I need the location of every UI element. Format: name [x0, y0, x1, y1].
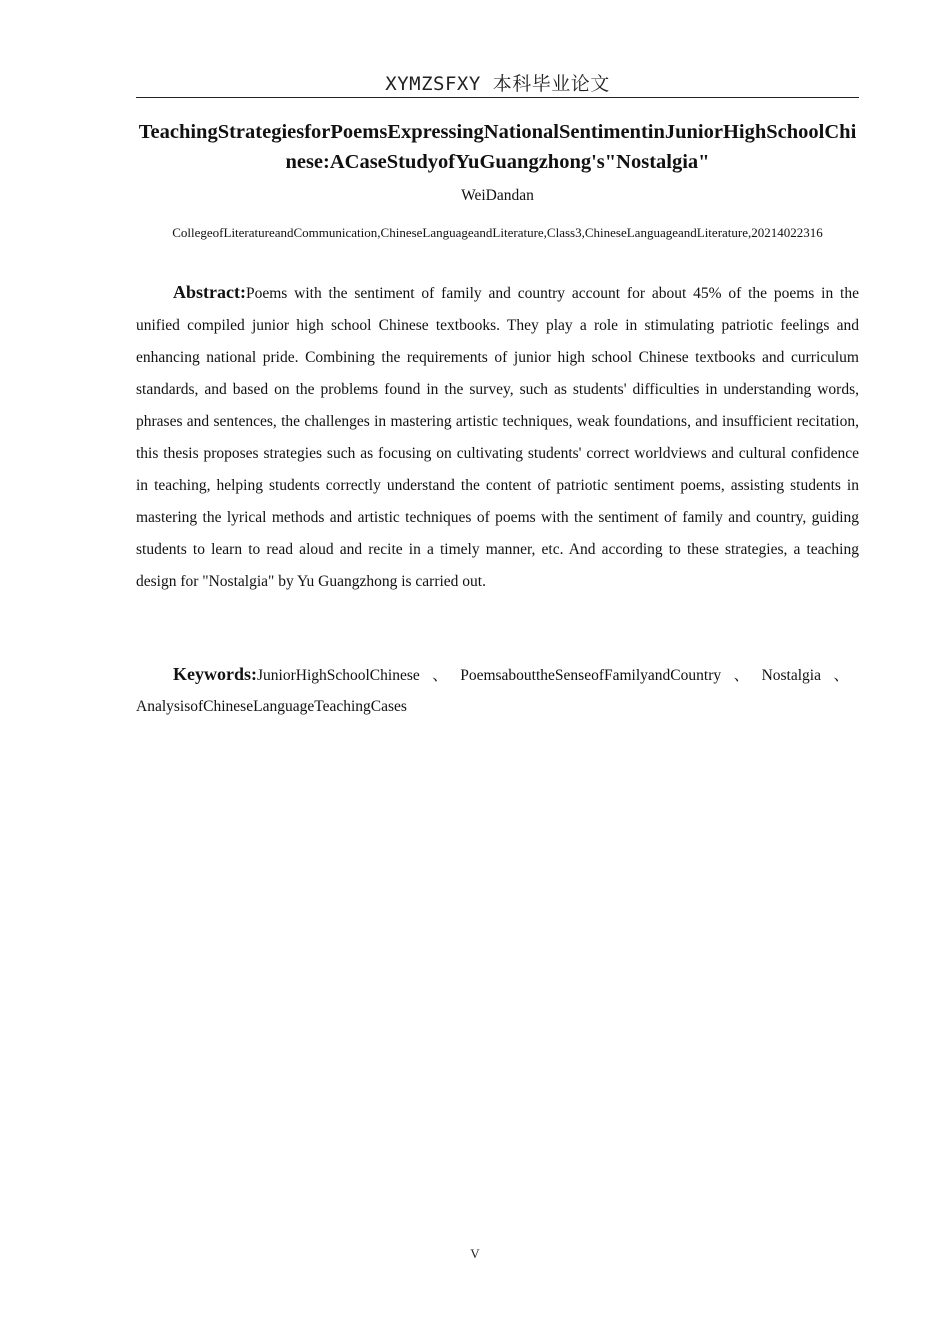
page-number: V	[470, 1246, 480, 1261]
header-text: XYMZSFXY 本科毕业论文	[385, 73, 610, 95]
abstract-label: Abstract:	[173, 282, 246, 302]
keyword: PoemsabouttheSenseofFamilyandCountry	[460, 667, 722, 684]
abstract-section	[136, 276, 859, 598]
keywords-section	[136, 659, 859, 722]
keywords-paragraph	[136, 659, 859, 722]
keyword-separator: 、	[830, 667, 849, 684]
keywords-label: Keywords:	[173, 664, 257, 684]
abstract-paragraph	[136, 276, 859, 598]
author-name: WeiDandan	[461, 187, 534, 204]
running-header	[136, 72, 859, 98]
abstract-text: Poems with the sentiment of family and country account for about 45% of the poems in the unified compiled junior high school Chinese textbooks. They play a role in stimulating patriotic feelings and enhancing national pride. Combining the requirements of junior high school Chinese textbooks and curriculum standards, and based on the problems found in the survey, such as students' difficulties in understanding words, phrases and sentences, the challenges in mastering artistic techniques, weak foundations, and insufficient recitation, this thesis proposes strategies such as focusing on cultivating students' correct worldviews and cultural confidence in teaching, helping students correctly understand the content of patriotic sentiment poems, assisting students in mastering the lyrical methods and artistic techniques of poems with the sentiment of family and country, guiding students to learn to read aloud and recite in a timely manner, etc. And according to these strategies, a teaching design for "Nostalgia" by Yu Guangzhong is carried out.	[136, 285, 859, 590]
keyword: Nostalgia	[761, 667, 821, 684]
keyword-separator: 、	[731, 667, 752, 684]
author-affiliation: CollegeofLiteratureandCommunication,ChineseLanguageandLiterature,Class3,ChineseLanguageandLiterature,20214022316	[172, 225, 823, 240]
keyword: JuniorHighSchoolChinese	[257, 667, 420, 684]
keyword: AnalysisofChineseLanguageTeachingCases	[136, 698, 407, 715]
keyword-separator: 、	[429, 667, 451, 684]
thesis-title: TeachingStrategiesforPoemsExpressingNationalSentimentinJuniorHighSchoolChinese:ACaseStudyofYuGuangzhong's"Nostalgia"	[138, 121, 857, 173]
